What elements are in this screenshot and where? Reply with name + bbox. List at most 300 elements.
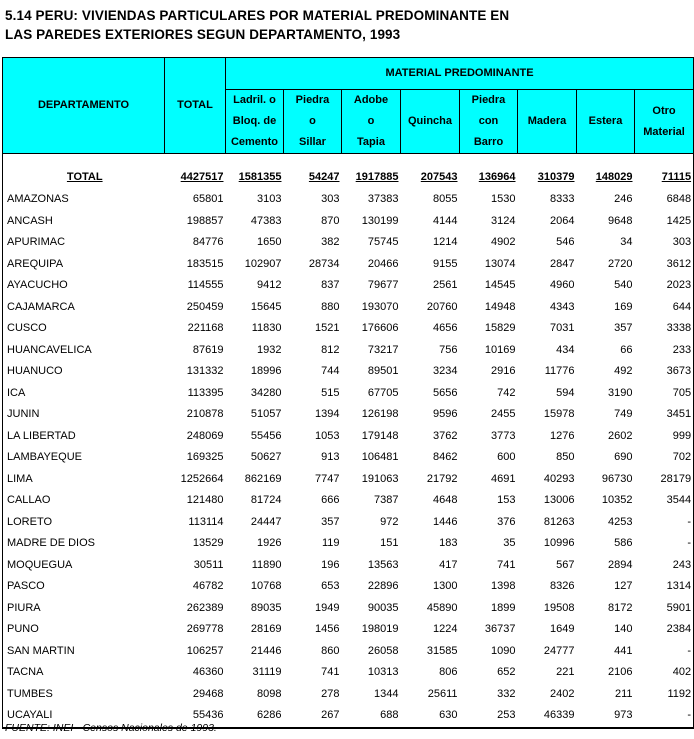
value-cell: 630 (439, 709, 458, 721)
header-material-line: con (478, 115, 499, 127)
value-cell: 45890 (426, 601, 458, 614)
value-cell: 3338 (666, 322, 692, 334)
value-cell: 169 (614, 300, 633, 313)
value-cell: 652 (497, 666, 516, 678)
header-material (460, 90, 518, 154)
value-cell: 131332 (186, 365, 224, 377)
value-cell: 2455 (491, 408, 516, 420)
header-material-line: Quincha (407, 115, 452, 127)
value-cell: 84776 (192, 236, 224, 248)
value-cell: 47383 (250, 214, 282, 227)
table-row (3, 189, 694, 211)
value-cell: 28169 (250, 623, 282, 635)
total-label: TOTAL (66, 171, 103, 184)
value-cell: 688 (380, 709, 399, 721)
total-cell: 207543 (420, 171, 458, 184)
value-cell: 119 (321, 537, 340, 549)
value-cell: 1949 (315, 601, 340, 614)
value-cell: 5656 (433, 386, 458, 399)
value-cell: 586 (614, 537, 633, 549)
value-cell: 3190 (608, 386, 633, 399)
value-cell: 151 (380, 537, 399, 549)
value-cell: 303 (672, 236, 692, 248)
value-cell: 3612 (666, 257, 692, 270)
total-cell: 1581355 (238, 171, 282, 184)
value-cell: 417 (439, 558, 458, 571)
value-cell: 666 (321, 494, 340, 506)
department-name: CAJAMARCA (7, 300, 75, 313)
table-row (3, 447, 694, 469)
department-name: PUNO (7, 623, 39, 635)
header-material-line: Cemento (230, 136, 279, 148)
value-cell: 65801 (192, 193, 224, 205)
value-cell: 153 (497, 494, 516, 506)
value-cell: 1456 (315, 623, 340, 635)
value-cell: 515 (321, 386, 340, 399)
department-name: HUANUCO (7, 365, 63, 377)
value-cell: 211 (614, 687, 633, 700)
value-cell: 594 (556, 386, 575, 399)
value-cell: 24777 (543, 644, 575, 657)
value-cell: 46360 (192, 666, 224, 678)
table-row (3, 361, 694, 383)
table-row (3, 426, 694, 448)
header-material-line: Bloq. de (232, 115, 277, 127)
page-title (5, 6, 509, 44)
department-name: LA LIBERTAD (7, 429, 76, 442)
value-cell: 8462 (433, 451, 458, 463)
value-cell: 198857 (186, 214, 224, 227)
value-cell: 376 (497, 515, 516, 528)
value-cell: 13529 (192, 537, 224, 549)
value-cell: 11776 (544, 365, 575, 377)
header-material-line: Material (643, 125, 685, 138)
header-material (635, 90, 694, 154)
value-cell: 4902 (491, 236, 516, 248)
department-name: HUANCAVELICA (7, 343, 92, 356)
value-cell: 3103 (257, 193, 282, 205)
value-cell: 880 (321, 300, 340, 313)
header-material (284, 90, 342, 154)
value-cell: 3762 (433, 429, 458, 442)
value-cell: 75745 (367, 236, 399, 248)
value-cell: 79677 (367, 279, 399, 291)
table-header (3, 58, 694, 154)
value-cell: 113114 (188, 515, 224, 528)
value-cell: 6848 (666, 193, 692, 205)
header-material-line: o (367, 115, 375, 127)
value-cell: 26058 (367, 644, 399, 657)
total-row (3, 167, 694, 189)
department-name: AYACUCHO (7, 279, 68, 291)
value-cell: 28734 (308, 257, 340, 270)
value-cell: 102907 (244, 257, 282, 270)
value-cell: 4960 (550, 279, 575, 291)
value-cell: 653 (321, 580, 340, 592)
value-cell: 1090 (491, 644, 516, 657)
header-material-line: Piedra (295, 94, 330, 106)
value-cell: 233 (672, 343, 692, 356)
value-cell: 9596 (433, 408, 458, 420)
value-cell: 1300 (433, 580, 458, 592)
value-cell: 973 (614, 709, 633, 721)
header-material-line: Ladril. o (233, 94, 276, 106)
table-row (3, 318, 694, 340)
value-cell: 3673 (666, 365, 692, 377)
value-cell: 262389 (186, 601, 224, 614)
table-row (3, 641, 694, 663)
value-cell: 1276 (550, 429, 575, 442)
value-cell: 1214 (433, 236, 458, 248)
value-cell: 10996 (543, 537, 575, 549)
value-cell: 2894 (608, 558, 633, 571)
value-cell: 690 (614, 451, 633, 463)
value-cell: 55456 (250, 429, 282, 442)
value-cell: 1926 (257, 537, 282, 549)
value-cell: 567 (556, 558, 575, 571)
department-name: CALLAO (7, 494, 51, 506)
department-name: AREQUIPA (7, 257, 64, 270)
value-cell: 1932 (257, 343, 282, 356)
value-cell: 4144 (433, 214, 458, 227)
value-cell: 3234 (433, 365, 458, 377)
value-cell: 7387 (374, 494, 399, 506)
value-cell: 742 (497, 386, 516, 399)
value-cell: 2384 (666, 623, 692, 635)
department-name: LIMA (7, 472, 33, 485)
total-cell: 1917885 (355, 171, 399, 184)
value-cell: 21792 (426, 472, 458, 485)
value-cell: 81263 (543, 515, 575, 528)
value-cell: 73217 (367, 343, 399, 356)
value-cell: 2916 (491, 365, 516, 377)
value-cell: 4691 (491, 472, 516, 485)
header-departamento: DEPARTAMENTO (3, 58, 165, 154)
value-cell: 248069 (186, 429, 224, 442)
value-cell: 332 (497, 687, 516, 700)
value-cell: 35 (503, 537, 516, 549)
value-cell: 1252664 (180, 472, 224, 485)
header-material-line: o (309, 115, 316, 127)
value-cell: 972 (380, 515, 399, 528)
value-cell: 113395 (187, 386, 224, 399)
table-row (3, 275, 694, 297)
value-cell: 357 (321, 515, 340, 528)
value-cell: 9648 (608, 214, 633, 227)
department-name: UCAYALI (7, 709, 53, 721)
value-cell: 749 (614, 408, 633, 420)
value-cell: 81724 (250, 494, 282, 506)
source-note: FUENTE: INEI - Censos Nacionales de 1993. (5, 722, 217, 734)
value-cell: 250459 (186, 300, 224, 313)
header-material-line: Tapia (357, 136, 385, 148)
value-cell: 13563 (367, 558, 399, 571)
value-cell: 10352 (601, 494, 633, 506)
value-cell: 2720 (608, 257, 633, 270)
value-cell: 3544 (666, 494, 692, 506)
value-cell: 4253 (608, 515, 633, 528)
value-cell: 1899 (491, 601, 516, 614)
value-cell: 31585 (426, 644, 458, 657)
total-cell: 136964 (478, 171, 516, 184)
value-cell: 15978 (543, 408, 575, 420)
value-cell: 106257 (186, 644, 224, 657)
value-cell: 19508 (543, 601, 575, 614)
total-cell: 54247 (308, 171, 340, 184)
department-name: PASCO (7, 580, 45, 592)
value-cell: 5901 (666, 601, 692, 614)
value-cell: 121480 (186, 494, 224, 506)
value-cell: 169325 (186, 451, 224, 463)
value-cell: 8098 (257, 687, 282, 700)
value-cell: 14948 (484, 300, 516, 313)
value-cell: 13074 (484, 257, 516, 270)
value-cell: 8055 (433, 193, 458, 205)
value-cell: 66 (620, 343, 633, 356)
value-cell: 15645 (250, 300, 282, 313)
value-cell: 1530 (491, 193, 516, 205)
value-cell: 8326 (550, 580, 575, 592)
value-cell: 812 (321, 343, 340, 356)
value-cell: 600 (497, 451, 516, 463)
total-cell: 310379 (537, 171, 575, 184)
value-cell: 1398 (491, 580, 516, 592)
value-cell: - (687, 644, 692, 657)
table-row (3, 254, 694, 276)
value-cell: 96730 (601, 472, 633, 485)
value-cell: 51057 (250, 408, 282, 420)
value-cell: - (687, 515, 692, 528)
housing-material-table (2, 57, 694, 729)
value-cell: 278 (321, 687, 340, 700)
value-cell: 1425 (666, 214, 692, 227)
total-cell: 4427517 (180, 171, 224, 184)
value-cell: 140 (614, 623, 633, 635)
table-row (3, 512, 694, 534)
value-cell: 36737 (484, 623, 516, 635)
value-cell: 7747 (315, 472, 340, 485)
value-cell: 2402 (550, 687, 575, 700)
value-cell: 705 (672, 386, 692, 399)
value-cell: 1521 (315, 322, 340, 334)
value-cell: 3773 (491, 429, 516, 442)
value-cell: - (687, 537, 692, 549)
title-line-1: 5.14 PERU: VIVIENDAS PARTICULARES POR MATERIAL PREDOMINANTE EN (5, 8, 510, 23)
table-row (3, 232, 694, 254)
value-cell: 10768 (250, 580, 282, 592)
value-cell: 37383 (367, 193, 399, 205)
table-row (3, 684, 694, 706)
department-name: PIURA (7, 601, 41, 614)
value-cell: 30511 (193, 558, 224, 571)
header-material (577, 90, 635, 154)
value-cell: 744 (321, 365, 340, 377)
value-cell: 4656 (433, 322, 458, 334)
value-cell: 28179 (660, 472, 692, 485)
value-cell: 1192 (667, 687, 692, 700)
value-cell: 114555 (187, 279, 224, 291)
header-material-line: Piedra (471, 94, 506, 106)
total-cell: 148029 (595, 171, 633, 184)
value-cell: 9155 (433, 257, 458, 270)
value-cell: 21446 (250, 644, 282, 657)
value-cell: 644 (672, 300, 692, 313)
value-cell: 193070 (361, 300, 399, 313)
value-cell: 303 (321, 193, 340, 205)
department-name: TUMBES (7, 687, 53, 700)
value-cell: 15829 (484, 322, 516, 334)
value-cell: 13006 (543, 494, 575, 506)
value-cell: 29468 (192, 687, 224, 700)
value-cell: 183 (439, 537, 458, 549)
value-cell: 2106 (608, 666, 633, 678)
value-cell: 850 (556, 451, 575, 463)
header-material-line: Otro (652, 104, 676, 117)
value-cell: 221168 (187, 322, 224, 334)
value-cell: 402 (672, 666, 692, 678)
table-row (3, 598, 694, 620)
department-name: CUSCO (7, 322, 47, 334)
value-cell: 862169 (244, 472, 282, 485)
value-cell: 176606 (361, 322, 399, 334)
value-cell: 434 (556, 343, 575, 356)
value-cell: 11890 (251, 558, 282, 571)
value-cell: 24447 (250, 515, 282, 528)
value-cell: 18996 (250, 365, 282, 377)
header-material-line: Madera (527, 115, 567, 127)
value-cell: 913 (321, 451, 340, 463)
value-cell: 10313 (367, 666, 399, 678)
value-cell: 4343 (550, 300, 575, 313)
table-row (3, 533, 694, 555)
header-total: TOTAL (165, 58, 226, 154)
value-cell: 191063 (361, 472, 399, 485)
value-cell: 8333 (550, 193, 575, 205)
value-cell: 1344 (374, 687, 399, 700)
value-cell: 89501 (367, 365, 399, 377)
value-cell: 2847 (550, 257, 575, 270)
department-name: LAMBAYEQUE (7, 451, 82, 463)
table-row (3, 490, 694, 512)
value-cell: 25611 (427, 687, 458, 700)
value-cell: 9412 (257, 279, 282, 291)
header-material-group: MATERIAL PREDOMINANTE (226, 58, 694, 90)
header-material-line: Sillar (299, 136, 326, 148)
table-row (3, 297, 694, 319)
value-cell: 34 (620, 236, 633, 248)
header-material (226, 90, 284, 154)
value-cell: 89035 (250, 601, 282, 614)
value-cell: 243 (672, 558, 692, 571)
value-cell: 1649 (550, 623, 575, 635)
value-cell: 492 (614, 365, 633, 377)
value-cell: 130199 (361, 214, 399, 227)
value-cell: 55436 (192, 709, 224, 721)
value-cell: 741 (497, 558, 516, 571)
total-cell: 71115 (661, 171, 692, 184)
value-cell: 179148 (361, 429, 399, 442)
department-name: MOQUEGUA (7, 558, 73, 571)
value-cell: 441 (614, 644, 633, 657)
value-cell: 221 (556, 666, 575, 678)
value-cell: 860 (321, 644, 340, 657)
value-cell: 46339 (543, 709, 575, 721)
value-cell: 756 (439, 343, 458, 356)
value-cell: 806 (439, 666, 458, 678)
value-cell: 1314 (666, 580, 692, 592)
department-name: LORETO (7, 515, 53, 528)
value-cell: 6286 (257, 709, 282, 721)
value-cell: 20466 (367, 257, 399, 270)
value-cell: 1446 (433, 515, 458, 528)
value-cell: 3124 (491, 214, 516, 227)
value-cell: 2561 (433, 279, 458, 291)
value-cell: 11830 (251, 322, 282, 334)
value-cell: 20760 (426, 300, 458, 313)
table-row (3, 555, 694, 577)
value-cell: 702 (672, 451, 692, 463)
table-row (3, 469, 694, 491)
table-row (3, 576, 694, 598)
header-material (342, 90, 401, 154)
value-cell: 1224 (433, 623, 458, 635)
value-cell: 2602 (608, 429, 633, 442)
value-cell: 999 (672, 429, 692, 442)
value-cell: 246 (614, 193, 633, 205)
header-material (401, 90, 460, 154)
value-cell: 14545 (484, 279, 516, 291)
department-name: ANCASH (7, 214, 53, 227)
value-cell: 837 (321, 279, 340, 291)
value-cell: 34280 (250, 386, 282, 399)
value-cell: 267 (321, 709, 340, 721)
table-row (3, 211, 694, 233)
value-cell: 67705 (367, 386, 399, 399)
department-name: ICA (7, 386, 26, 399)
table-row (3, 404, 694, 426)
value-cell: 196 (321, 558, 340, 571)
table-row (3, 662, 694, 684)
value-cell: 31119 (252, 666, 282, 678)
value-cell: 269778 (186, 623, 224, 635)
value-cell: 10169 (484, 343, 516, 356)
value-cell: 253 (497, 709, 516, 721)
header-material (518, 90, 577, 154)
value-cell: 40293 (543, 472, 575, 485)
value-cell: 1394 (315, 408, 340, 420)
value-cell: 540 (614, 279, 633, 291)
value-cell: - (687, 709, 692, 721)
value-cell: 198019 (361, 623, 399, 635)
value-cell: 8172 (608, 601, 633, 614)
value-cell: 546 (556, 236, 575, 248)
value-cell: 2064 (550, 214, 575, 227)
department-name: TACNA (7, 666, 44, 678)
value-cell: 1053 (315, 429, 340, 442)
value-cell: 7031 (550, 322, 575, 334)
department-name: AMAZONAS (7, 193, 69, 205)
value-cell: 22896 (367, 580, 399, 592)
value-cell: 741 (321, 666, 340, 678)
value-cell: 357 (614, 322, 633, 334)
title-line-2: LAS PAREDES EXTERIORES SEGUN DEPARTAMENTO, 1993 (5, 27, 401, 42)
value-cell: 106481 (361, 451, 399, 463)
table-row (3, 340, 694, 362)
department-name: APURIMAC (7, 236, 66, 248)
value-cell: 126198 (361, 408, 399, 420)
value-cell: 2023 (666, 279, 692, 291)
value-cell: 127 (614, 580, 633, 592)
